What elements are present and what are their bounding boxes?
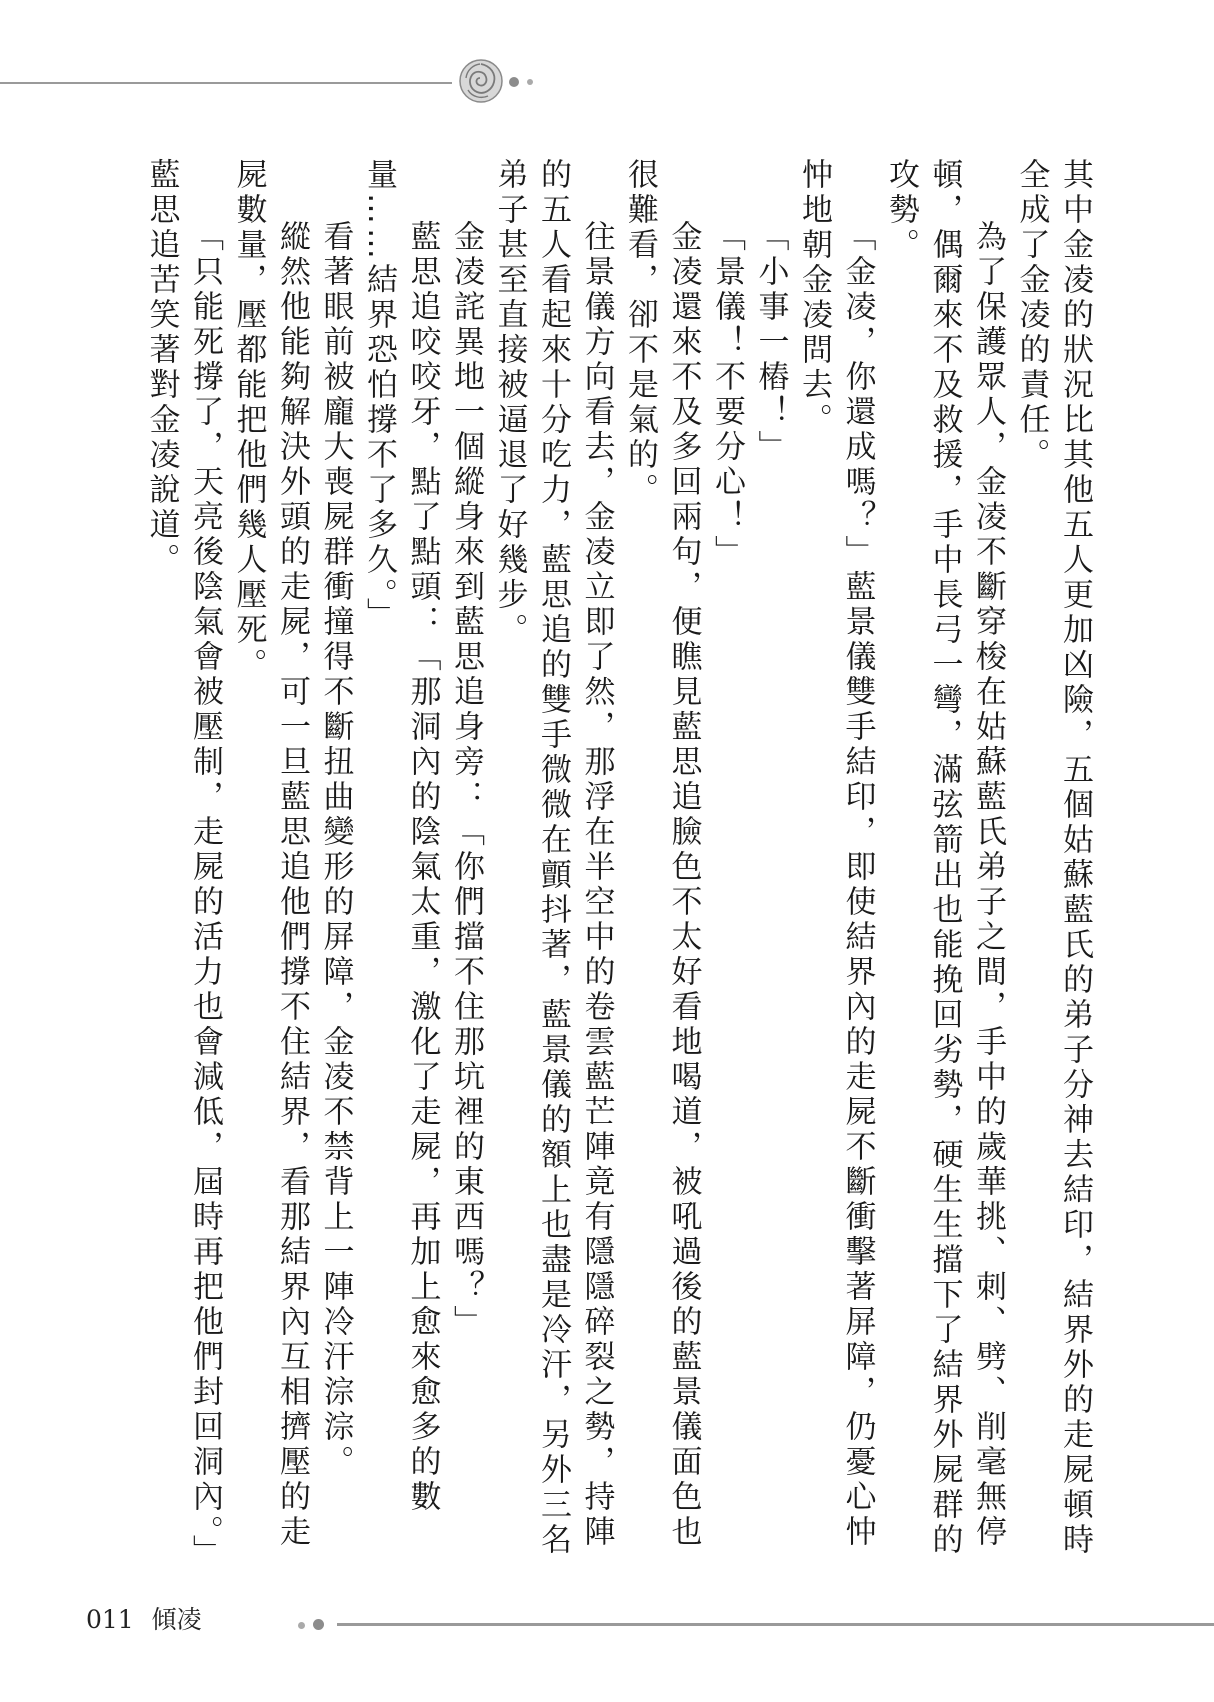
paragraph: 金凌還來不及多回兩句，便瞧見藍思追臉色不太好看地喝道，被吼過後的藍景儀面色也很難看，卻不是氣的。 <box>622 158 702 1550</box>
footer-dot <box>298 1622 305 1629</box>
rose-ornament-icon <box>458 58 504 104</box>
paragraph: 藍思追咬咬牙，點了點頭：「那洞內的陰氣太重，激化了走屍，再加上愈來愈多的數量……結界恐怕撐不了多久。」 <box>361 158 441 1515</box>
paragraph: 縱然他能夠解決外頭的走屍，可一旦藍思追他們撐不住結界，看那結界內互相擠壓的走屍數量，壓都能把他們幾人壓死。 <box>230 158 310 1550</box>
paragraph: 「景儀！不要分心！」 <box>709 220 745 570</box>
footer-dot <box>313 1619 324 1630</box>
paragraph: 其中金凌的狀況比其他五人更加凶險，五個姑蘇藍氏的弟子分神去結印，結界外的走屍頓時全成了金凌的責任。 <box>1013 158 1093 1558</box>
page-number: 011 <box>86 1605 134 1634</box>
header-dot <box>527 79 533 85</box>
paragraph: 往景儀方向看去，金凌立即了然，那浮在半空中的卷雲藍芒陣竟有隱隱碎裂之勢，持陣的五人看起來十分吃力，藍思追的雙手微微在顫抖著，藍景儀的額上也盡是冷汗，另外三名弟子甚至直接被逼退了好幾步。 <box>491 158 615 1558</box>
page-footer <box>86 1600 202 1636</box>
paragraph: 看著眼前被龐大喪屍群衝撞得不斷扭曲變形的屏障，金凌不禁背上一陣冷汗淙淙。 <box>317 220 354 1480</box>
book-title: 傾凌 <box>151 1605 202 1634</box>
header-dot <box>509 77 519 87</box>
header-rule <box>0 82 452 84</box>
paragraph: 「只能死撐了，天亮後陰氣會被壓制，走屍的活力也會減低，屆時再把他們封回洞內。」藍思追苦笑著對金凌說道。 <box>143 158 223 1554</box>
paragraph: 「金凌，你還成嗎？」藍景儀雙手結印，即使結界內的走屍不斷衝擊著屏障，仍憂心忡忡地朝金凌問去。 <box>796 158 876 1550</box>
footer-rule <box>337 1623 1214 1626</box>
paragraph: 為了保護眾人，金凌不斷穿梭在姑蘇藍氏弟子之間，手中的歲華挑、刺、劈、削毫無停頓，偶爾來不及救援，手中長弓一彎，滿弦箭出也能挽回劣勢，硬生生擋下了結界外屍群的攻勢。 <box>883 158 1006 1558</box>
chapter-body <box>96 158 1096 1558</box>
paragraph: 「小事一樁！」 <box>752 220 789 465</box>
paragraph: 金凌詫異地一個縱身來到藍思追身旁：「你們擋不住那坑裡的東西嗎？」 <box>448 220 484 1340</box>
